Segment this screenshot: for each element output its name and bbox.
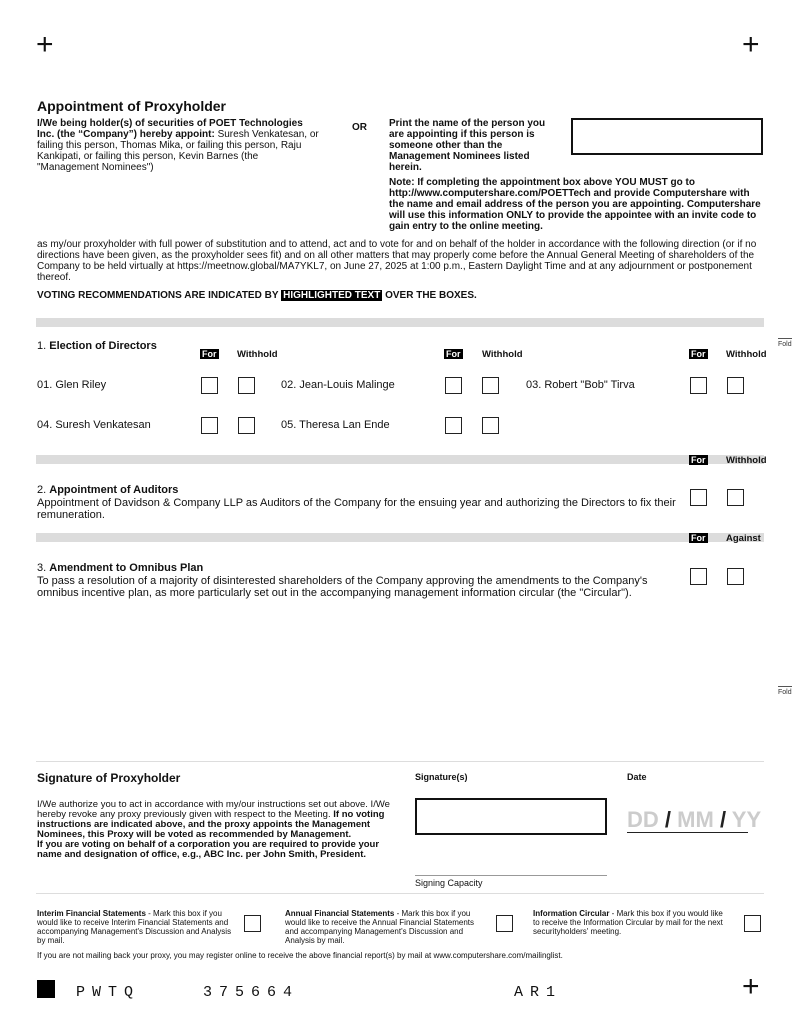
appointment-intro-bold: I/We being holder(s) of securities of POET Technologies Inc. (the “Company”) hereby appoint: [37, 118, 303, 140]
nominee-name: 02. Jean-Louis Malinge [281, 379, 395, 391]
vote-for-checkbox[interactable] [201, 417, 218, 434]
section-3-text: To pass a resolution of a majority of disinterested shareholders of the Company approving the amendments to the Company's omnibus incentive plan, as more particularly set out in the accompanying management information circular (the "Circular"). [37, 575, 648, 599]
withhold-header-col1: Withhold [237, 349, 278, 360]
interim-statements-option [37, 909, 237, 945]
withhold-header-auditors: Withhold [726, 455, 767, 466]
for-header-omnibus: For [691, 533, 706, 543]
for-header-col3: For [691, 349, 706, 359]
annual-statements-option [285, 909, 485, 945]
section-2-heading [37, 484, 178, 496]
nominee-name: 04. Suresh Venkatesan [37, 419, 151, 431]
print-name-instructions: Print the name of the person you are appointing if this person is someone other than the Management Nominees listed herein. [389, 118, 546, 173]
section-2-title: Appointment of Auditors [49, 484, 179, 496]
for-header-auditors: For [691, 455, 706, 465]
section-2-number: 2. [37, 484, 47, 496]
vote-withhold-checkbox[interactable] [238, 377, 255, 394]
section-1-number: 1. [37, 340, 47, 352]
nominee-name: 01. Glen Riley [37, 379, 107, 391]
section-3-number: 3. [37, 562, 47, 574]
voting-rec-prefix: VOTING RECOMMENDATIONS ARE INDICATED BY [37, 290, 282, 301]
appointment-intro [37, 118, 322, 173]
vote-withhold-checkbox[interactable] [238, 417, 255, 434]
appointee-name-box[interactable] [571, 118, 763, 155]
crop-mark-top-left: + [36, 28, 54, 61]
proxy-authority-text: as my/our proxyholder with full power of substitution and to attend, act and to vote for and on behalf of the holder in accordance with the following direction (or if no directions have been given, as the proxyholder sees fit) and on all other matters that may properly come before the Annual General Meeting of shareholders of the Company to be held virtually at https://meetnow.global/MA7YKL7, on June 27, 2025 at 1:00 p.m., Eastern Daylight Time and at any adjournment or postponement thereof. [37, 239, 757, 283]
fold-line-1 [778, 338, 792, 339]
signatures-label: Signature(s) [415, 772, 468, 782]
signature-title: Signature of Proxyholder [37, 771, 181, 785]
fold-label-2: Fold [778, 689, 792, 696]
date-dd-placeholder: DD [627, 807, 659, 832]
vote-for-checkbox[interactable] [445, 377, 462, 394]
vote-withhold-checkbox[interactable] [727, 377, 744, 394]
signature-text-3: If you are voting on behalf of a corporation you are required to provide your name and designation of office, e.g., ABC Inc. per John Smith, President. [37, 839, 380, 860]
section-divider-2 [36, 455, 764, 464]
interim-text: - Mark this box if you would like to receive Interim Financial Statements and accompanying Management's Discussion and Analysis by mail. [37, 909, 232, 945]
nominee-name: 03. Robert "Bob" Tirva [526, 379, 635, 391]
interim-statements-checkbox[interactable] [244, 915, 261, 932]
section-2-text: Appointment of Davidson & Company LLP as Auditors of the Company for the ensuing year and authorizing the Directors to fix their remuneration. [37, 497, 676, 521]
circular-title: Information Circular [533, 909, 610, 918]
auditors-for-checkbox[interactable] [690, 489, 707, 506]
vote-for-checkbox[interactable] [690, 377, 707, 394]
auditors-withhold-checkbox[interactable] [727, 489, 744, 506]
appointment-title: Appointment of Proxyholder [37, 98, 226, 114]
interim-title: Interim Financial Statements [37, 909, 146, 918]
omnibus-for-checkbox[interactable] [690, 568, 707, 585]
fold-label-1: Fold [778, 341, 792, 348]
signature-divider [36, 761, 764, 762]
or-label: OR [352, 122, 367, 133]
nominee-name: 05. Theresa Lan Ende [281, 419, 390, 431]
voting-recommendation-note [37, 290, 477, 301]
signature-instructions [37, 800, 397, 860]
date-label: Date [627, 772, 647, 782]
form-code: AR1 [514, 984, 563, 1001]
withhold-header-col3: Withhold [726, 349, 767, 360]
holder-code: PWTQ [76, 984, 141, 1001]
highlighted-text-sample: HIGHLIGHTED TEXT [283, 290, 381, 301]
section-3-title: Amendment to Omnibus Plan [49, 562, 204, 574]
signing-capacity-line[interactable] [415, 875, 607, 876]
annual-text: - Mark this box if you would like to receive the Annual Financial Statements and accompanying Management's Discussion and Analysis by mail. [285, 909, 474, 945]
fold-line-2 [778, 686, 792, 687]
date-mm-placeholder: MM [677, 807, 714, 832]
signing-capacity-label: Signing Capacity [415, 878, 483, 888]
mailing-footer-note: If you are not mailing back your proxy, you may register online to receive the above financial report(s) by mail at www.computershare.com/mailinglist. [37, 951, 563, 960]
voting-rec-suffix: OVER THE BOXES. [382, 290, 477, 301]
section-3-heading [37, 562, 203, 574]
annual-title: Annual Financial Statements [285, 909, 395, 918]
vote-withhold-checkbox[interactable] [482, 377, 499, 394]
information-circular-option [533, 909, 728, 936]
crop-mark-top-right: + [742, 28, 760, 61]
account-code: 375664 [203, 984, 300, 1001]
registration-square [37, 980, 55, 998]
section-1-heading [37, 340, 157, 352]
for-header-col1: For [202, 349, 217, 359]
omnibus-against-checkbox[interactable] [727, 568, 744, 585]
withhold-header-col2: Withhold [482, 349, 523, 360]
crop-mark-bottom-right: + [742, 970, 760, 1003]
vote-for-checkbox[interactable] [445, 417, 462, 434]
date-yy-placeholder: YY [731, 807, 762, 832]
against-header-omnibus: Against [726, 533, 761, 544]
date-separator: / [719, 807, 727, 832]
circular-text: - Mark this box if you would like to receive the Information Circular by mail for the next securityholders' meeting. [533, 909, 723, 936]
section-divider-1 [36, 318, 764, 327]
appointment-note: Note: If completing the appointment box above YOU MUST go to http://www.computershare.com/POETTech and provide Computershare with the name and email address of the person you are appointing. Computershare will use this information ONLY to provide the appointee with an invite code to gain entry to the online meeting. [389, 177, 761, 232]
signature-text-2: If no voting instructions are indicated above, and the proxy appoints the Management Nominees, this Proxy will be voted as recommended by Management. [37, 809, 385, 840]
signature-box[interactable] [415, 798, 607, 835]
date-field[interactable] [627, 807, 762, 833]
vote-withhold-checkbox[interactable] [482, 417, 499, 434]
annual-statements-checkbox[interactable] [496, 915, 513, 932]
management-nominees-text: Suresh Venkatesan, or failing this person, Thomas Mika, or failing this person, Raju Kankipati, or failing this person, Kevin Barnes (the "Management Nominees") [37, 129, 319, 173]
section-divider-3 [36, 533, 764, 542]
for-header-col2: For [446, 349, 461, 359]
section-1-title: Election of Directors [49, 340, 157, 352]
vote-for-checkbox[interactable] [201, 377, 218, 394]
date-separator: / [664, 807, 672, 832]
information-circular-checkbox[interactable] [744, 915, 761, 932]
signature-text-1: I/We authorize you to act in accordance with my/our instructions set out above. I/We hereby revoke any proxy previously given with respect to the Meeting. [37, 799, 390, 820]
mailing-divider [36, 893, 764, 894]
